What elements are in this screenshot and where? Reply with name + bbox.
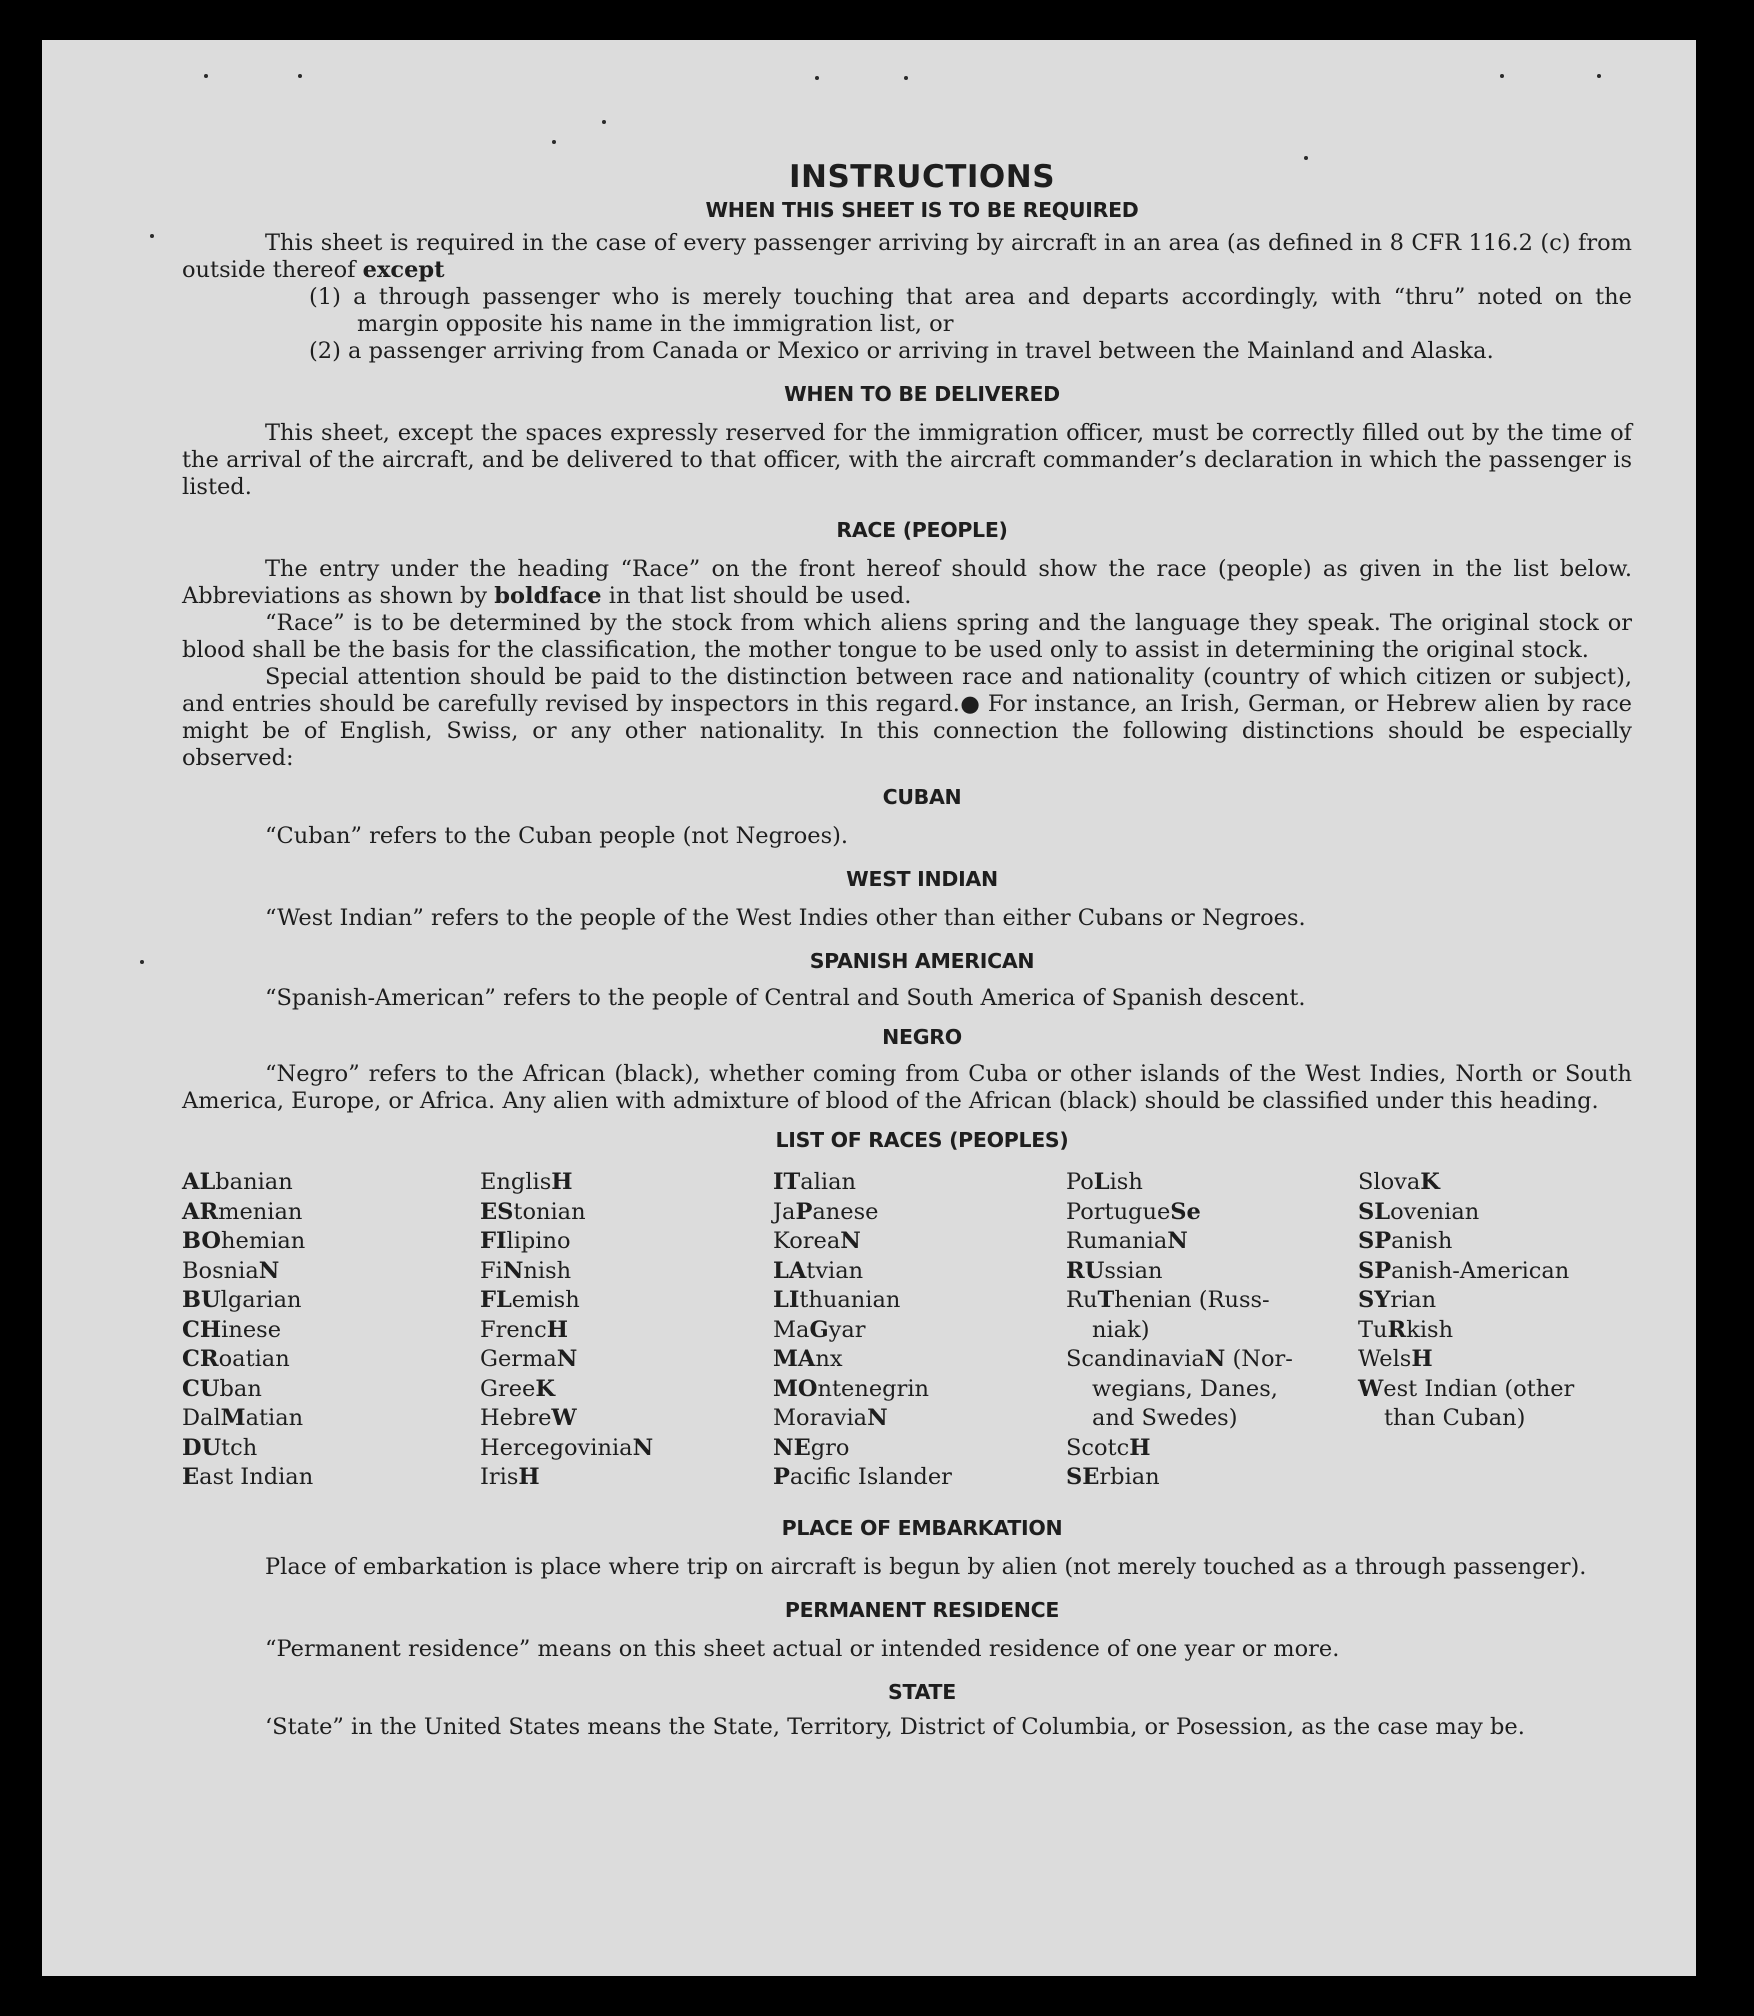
- race-list-item: Pacific Islander: [773, 1464, 952, 1490]
- race-list-column: [182, 1168, 480, 1493]
- speck: [140, 960, 144, 964]
- embarkation-text: Place of embarkation is place where trip on aircraft is begun by alien (not merely touched as a through passenger).: [265, 1553, 1587, 1580]
- race-list-item: RuThenian (Russ-: [1066, 1287, 1270, 1313]
- race-list-item: niak): [1092, 1316, 1150, 1343]
- race-list-item: JaPanese: [773, 1198, 879, 1225]
- race-list-item: SPanish: [1358, 1228, 1453, 1254]
- speck: [204, 74, 208, 78]
- race-list-item: SlovaK: [1358, 1169, 1440, 1195]
- speck: [1500, 74, 1504, 78]
- race-list-item: than Cuban): [1384, 1405, 1526, 1431]
- race-list-item: ITalian: [773, 1169, 856, 1195]
- race-list-item: wegians, Danes,: [1092, 1375, 1278, 1402]
- race-list-item: TuRkish: [1358, 1316, 1454, 1343]
- race-list-item: MOntenegrin: [773, 1375, 930, 1402]
- race-list-column: [1066, 1168, 1358, 1493]
- cuban-text: “Cuban” refers to the Cuban people (not Negroes).: [265, 823, 849, 849]
- when-delivered-text: This sheet, except the spaces expressly reserved for the immigration officer, must be correctly filled out by the time of the arrival of the aircraft, and be delivered to that officer, with the aircraft commander’s declaration in which the passenger is listed.: [182, 420, 1632, 500]
- heading-west-indian: WEST INDIAN: [846, 867, 998, 891]
- race-list-item: and Swedes): [1092, 1405, 1238, 1431]
- race-list-column: [1358, 1168, 1618, 1493]
- page-title: INSTRUCTIONS: [788, 159, 1056, 195]
- heading-cuban: CUBAN: [882, 785, 962, 809]
- race-list-item: SErbian: [1066, 1464, 1160, 1490]
- race-list-item: ScotcH: [1066, 1434, 1151, 1461]
- state-text: ‘State” in the United States means the State, Territory, District of Columbia, or Posession, as the case may be.: [265, 1713, 1525, 1740]
- heading-permanent-residence: PERMANENT RESIDENCE: [784, 1597, 1060, 1622]
- race-list-item: NEgro: [773, 1434, 850, 1461]
- race-list-item: KoreaN: [773, 1228, 861, 1254]
- race-list-item: SYrian: [1358, 1287, 1437, 1313]
- speck: [298, 74, 302, 78]
- when-required-intro: This sheet is required in the case of every passenger arriving by aircraft in an area (as defined in 8 CFR 116.2 (c) from outside thereof except: [182, 230, 1632, 283]
- race-list-column: [480, 1168, 773, 1493]
- race-list-item: EStonian: [480, 1198, 586, 1225]
- speck: [815, 76, 819, 80]
- race-list-item: RUssian: [1066, 1257, 1163, 1284]
- race-list-item: LIthuanian: [773, 1287, 901, 1313]
- race-list-item: BUlgarian: [182, 1287, 302, 1313]
- race-list-item: CRoatian: [182, 1346, 290, 1372]
- race-list-item: ARmenian: [182, 1198, 303, 1225]
- race-paragraph-1: The entry under the heading “Race” on the front hereof should show the race (people) as given in the list below. Abbreviations as shown by boldface in that list should be used.: [182, 556, 1632, 609]
- race-list-column: [773, 1168, 1066, 1493]
- heading-race: RACE (PEOPLE): [836, 518, 1008, 542]
- race-list-item: MoraviaN: [773, 1405, 888, 1431]
- race-list-item: FiNnish: [480, 1257, 572, 1284]
- speck: [552, 140, 556, 144]
- race-list-item: BosniaN: [182, 1257, 280, 1284]
- race-list-item: MaGyar: [773, 1316, 866, 1343]
- race-list-item: West Indian (other: [1358, 1375, 1575, 1402]
- race-list-item: HercegoviniaN: [480, 1434, 654, 1461]
- race-list-item: GermaN: [480, 1346, 578, 1372]
- race-list-item: FIlipino: [480, 1228, 571, 1254]
- race-list-item: WelsH: [1358, 1346, 1433, 1372]
- heading-negro: NEGRO: [882, 1025, 962, 1049]
- race-list-item: HebreW: [480, 1405, 577, 1431]
- race-list-item: CHinese: [182, 1316, 282, 1343]
- race-list-item: PortugueSe: [1066, 1198, 1201, 1225]
- race-list-item: LAtvian: [773, 1257, 864, 1284]
- race-list-item: IrisH: [480, 1464, 540, 1490]
- heading-place-of-embarkation: PLACE OF EMBARKATION: [781, 1515, 1063, 1540]
- heading-spanish-american: SPANISH AMERICAN: [809, 949, 1035, 973]
- heading-state: STATE: [888, 1679, 956, 1704]
- race-list-item: DalMatian: [182, 1405, 304, 1431]
- race-list-item: ALbanian: [182, 1169, 293, 1195]
- speck: [1304, 156, 1308, 160]
- race-list-item: PoLish: [1066, 1169, 1143, 1195]
- race-list-item: EnglisH: [480, 1169, 573, 1195]
- race-list: [182, 1168, 1632, 1493]
- heading-when-delivered: WHEN TO BE DELIVERED: [784, 382, 1060, 406]
- speck: [150, 234, 154, 238]
- race-list-item: FrencH: [480, 1316, 569, 1343]
- west-indian-text: “West Indian” refers to the people of the West Indies other than either Cubans or Negroes.: [265, 905, 1306, 931]
- race-paragraph-2: “Race” is to be determined by the stock from which aliens spring and the language they speak. The original stock or blood shall be the basis for the classification, the mother tongue to be used only to assist in determining the original stock.: [182, 610, 1632, 663]
- exception-item-1: (1) a through passenger who is merely touching that area and departs accordingly, with “thru” noted on the margin opposite his name in the immigration list, or: [309, 284, 1632, 337]
- heading-list-of-races: LIST OF RACES (PEOPLES): [775, 1128, 1069, 1152]
- race-list-item: SPanish-American: [1358, 1257, 1570, 1284]
- speck: [602, 120, 606, 124]
- race-list-item: GreeK: [480, 1375, 555, 1402]
- race-list-item: SLovenian: [1358, 1198, 1480, 1225]
- race-paragraph-3: Special attention should be paid to the distinction between race and nationality (country of which citizen or subject), and entries should be carefully revised by inspectors in this regard.● For instance, an Irish, German, or Hebrew alien by race might be of English, Swiss, or any other nationality. In this connection the following distinctions should be especially observed:: [182, 664, 1632, 771]
- spanish-american-text: “Spanish-American” refers to the people of Central and South America of Spanish descent.: [265, 985, 1306, 1011]
- race-list-item: FLemish: [480, 1287, 580, 1313]
- residence-text: “Permanent residence” means on this sheet actual or intended residence of one year or more.: [265, 1635, 1340, 1662]
- heading-when-required: WHEN THIS SHEET IS TO BE REQUIRED: [705, 198, 1139, 222]
- race-list-item: CUban: [182, 1375, 262, 1402]
- race-list-item: RumaniaN: [1066, 1228, 1188, 1254]
- negro-text: “Negro” refers to the African (black), whether coming from Cuba or other islands of the West Indies, North or South America, Europe, or Africa. Any alien with admixture of blood of the African (black) should be classified under this heading.: [182, 1061, 1632, 1114]
- speck: [1597, 74, 1601, 78]
- instructions-content: [182, 159, 1632, 1741]
- race-list-item: DUtch: [182, 1434, 258, 1461]
- race-list-item: East Indian: [182, 1464, 314, 1490]
- document-page: [42, 40, 1696, 1976]
- race-list-item: MAnx: [773, 1346, 843, 1372]
- exception-item-2: (2) a passenger arriving from Canada or Mexico or arriving in travel between the Mainland and Alaska.: [309, 338, 1494, 364]
- race-list-item: BOhemian: [182, 1228, 306, 1254]
- race-list-item: ScandinaviaN (Nor-: [1066, 1346, 1293, 1372]
- speck: [904, 76, 908, 80]
